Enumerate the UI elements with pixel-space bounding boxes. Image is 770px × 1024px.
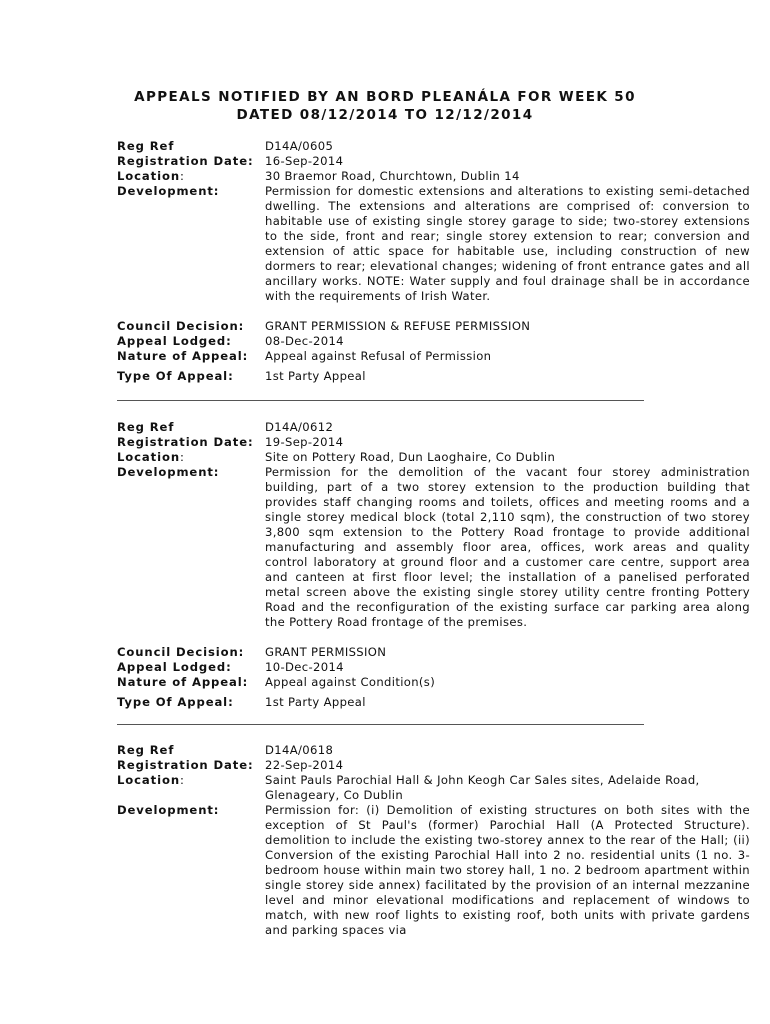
type-of-appeal-value: 1st Party Appeal [265,695,366,709]
registration-date-value: 19-Sep-2014 [265,435,344,449]
nature-of-appeal-value: Appeal against Refusal of Permission [265,349,492,363]
appeal-lodged-row [117,334,750,349]
registration-date-row [117,154,750,169]
type-of-appeal-label: Type Of Appeal: [117,695,234,709]
registration-date-label: Registration Date: [117,154,254,168]
development-label: Development: [117,184,220,198]
appeal-record [117,743,750,938]
council-decision-value: GRANT PERMISSION [265,645,387,659]
location-label: Location: [117,450,185,464]
nature-of-appeal-row [117,349,750,364]
reg-ref-label: Reg Ref [117,743,175,757]
location-label: Location: [117,773,185,787]
page-title: APPEALS NOTIFIED BY AN BORD PLEANÁLA FOR WEEK 50 [134,89,636,105]
reg-ref-value: D14A/0605 [265,139,334,153]
section-divider [117,400,644,401]
registration-date-value: 16-Sep-2014 [265,154,344,168]
reg-ref-label: Reg Ref [117,139,175,153]
nature-of-appeal-value: Appeal against Condition(s) [265,675,436,689]
council-decision-label: Council Decision: [117,319,245,333]
nature-of-appeal-label: Nature of Appeal: [117,349,249,363]
reg-ref-value: D14A/0612 [265,420,334,434]
appeal-record [117,139,750,384]
registration-date-label: Registration Date: [117,435,254,449]
development-value: Permission for: (i) Demolition of existing structures on both sites with the exception of St Paul's (former) Parochial Hall (A Protected Structure). demolition to include the existing two-storey annex to the rear of the Hall; (ii) Conversion of the existing Parochial Hall into 2 no. residential units (1 no. 3-bedroom house within main two storey hall, 1 no. 2 bedroom apartment within single storey side annex) facilitated by the provision of an internal mezzanine level and minor elevational modifications and replacement of windows to match, with new roof lights to existing roof, both units with private gardens and parking spaces via [265,803,750,937]
location-row [117,773,750,803]
location-row [117,169,750,184]
registration-date-row [117,758,750,773]
location-row [117,450,750,465]
council-decision-value: GRANT PERMISSION & REFUSE PERMISSION [265,319,531,333]
council-decision-row [117,645,750,660]
reg-ref-value: D14A/0618 [265,743,334,757]
registration-date-row [117,435,750,450]
reg-ref-row [117,420,750,435]
reg-ref-label: Reg Ref [117,420,175,434]
section-divider [117,724,644,725]
council-decision-row [117,319,750,334]
development-label: Development: [117,803,220,817]
type-of-appeal-row [117,695,750,710]
reg-ref-row [117,139,750,154]
council-decision-label: Council Decision: [117,645,245,659]
appeal-lodged-row [117,660,750,675]
development-label: Development: [117,465,220,479]
page-subtitle-dates: DATED 08/12/2014 TO 12/12/2014 [236,107,534,123]
registration-date-value: 22-Sep-2014 [265,758,344,772]
nature-of-appeal-row [117,675,750,690]
development-value: Permission for the demolition of the vacant four storey administration building, part of a two storey extension to the production building that provides staff changing rooms and toilets, offices and meeting rooms and a single storey medical block (total 2,110 sqm), the construction of two storey 3,800 sqm extension to the Pottery Road frontage to provide additional manufacturing and assembly floor area, offices, work areas and quality control laboratory at ground floor and a customer care centre, support area and canteen at first floor level; the installation of a panelised perforated metal screen above the existing single storey utility centre fronting Pottery Road and the reconfiguration of the existing surface car parking area along the Pottery Road frontage of the premises. [265,465,750,629]
location-label: Location: [117,169,185,183]
development-value: Permission for domestic extensions and alterations to existing semi-detached dwelling. The extensions and alterations are comprised of: conversion to habitable use of existing single storey garage to side; two-storey extensions to the side, front and rear; single storey extension to rear; conversion and extension of attic space for habitable use, including construction of new dormers to rear; elevational changes; widening of front entrance gates and all ancillary works. NOTE: Water supply and foul drainage shall be in accordance with the requirements of Irish Water. [265,184,750,303]
appeal-record [117,420,750,710]
type-of-appeal-value: 1st Party Appeal [265,369,366,383]
location-value: Site on Pottery Road, Dun Laoghaire, Co Dublin [265,450,556,464]
development-row [117,184,750,304]
appeal-lodged-value: 10-Dec-2014 [265,660,344,674]
registration-date-label: Registration Date: [117,758,254,772]
nature-of-appeal-label: Nature of Appeal: [117,675,249,689]
appeal-lodged-label: Appeal Lodged: [117,334,232,348]
appeal-lodged-value: 08-Dec-2014 [265,334,344,348]
appeal-lodged-label: Appeal Lodged: [117,660,232,674]
location-value: 30 Braemor Road, Churchtown, Dublin 14 [265,169,520,183]
development-row [117,803,750,938]
reg-ref-row [117,743,750,758]
type-of-appeal-label: Type Of Appeal: [117,369,234,383]
type-of-appeal-row [117,369,750,384]
development-row [117,465,750,630]
location-value: Saint Pauls Parochial Hall & John Keogh Car Sales sites, Adelaide Road, Glenageary, Co Dublin [265,773,700,802]
